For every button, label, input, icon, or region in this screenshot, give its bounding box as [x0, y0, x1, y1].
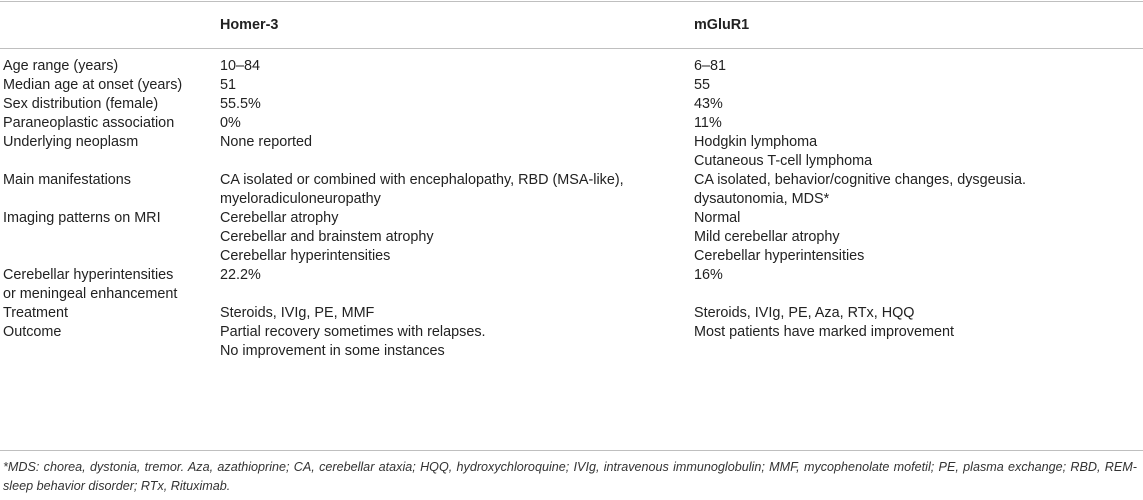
row-label: [0, 171, 220, 209]
cell-line: CA isolated or combined with encephalopathy, RBD (MSA-like),: [220, 172, 624, 188]
table-row: [0, 76, 1143, 95]
mglur1-cell: [694, 209, 1143, 266]
cell-line: Imaging patterns on MRI: [3, 210, 161, 226]
cell-line: 55: [694, 77, 711, 93]
table-row: [0, 323, 1143, 368]
homer3-cell: [220, 323, 694, 368]
cell-line: Cerebellar hyperintensities: [220, 248, 391, 264]
homer3-cell: [220, 76, 694, 95]
cell-line: Main manifestations: [3, 172, 131, 188]
header-feature: [0, 2, 220, 49]
cell-line: dysautonomia, MDS*: [694, 191, 830, 207]
cell-line: Outcome: [3, 324, 62, 340]
cell-line: 10–84: [220, 58, 261, 74]
footnote: *MDS: chorea, dystonia, tremor. Aza, azathioprine; CA, cerebellar ataxia; HQQ, hydroxychloroquine; IVIg, intravenous immunoglobulin; MMF, mycophenolate mofetil; PE, plasma exchange; RBD, REM-sleep behavior disorder; RTx, Rituximab.: [3, 460, 1137, 493]
homer3-cell: [220, 95, 694, 114]
cell-line: or meningeal enhancement: [3, 286, 178, 302]
table-row: [0, 114, 1143, 133]
homer3-cell: [220, 114, 694, 133]
cell-line: Hodgkin lymphoma: [694, 134, 818, 150]
cell-line: No improvement in some instances: [220, 343, 445, 359]
mglur1-cell: [694, 49, 1143, 77]
cell-line: 51: [220, 77, 237, 93]
cell-line: 11%: [694, 115, 722, 131]
mglur1-cell: [694, 133, 1143, 171]
comparison-table: [0, 1, 1143, 368]
cell-line: 22.2%: [220, 267, 261, 283]
mglur1-cell: [694, 171, 1143, 209]
cell-line: Age range (years): [3, 58, 119, 74]
cell-line: 0%: [220, 115, 241, 131]
mglur1-cell: [694, 304, 1143, 323]
table-row: [0, 95, 1143, 114]
mglur1-cell: [694, 114, 1143, 133]
cell-line: Steroids, IVIg, PE, Aza, RTx, HQQ: [694, 305, 915, 321]
row-label: [0, 323, 220, 368]
row-label: [0, 133, 220, 171]
cell-line: Median age at onset (years): [3, 77, 183, 93]
row-label: [0, 266, 220, 304]
homer3-cell: [220, 171, 694, 209]
header-row: [0, 2, 1143, 49]
homer3-cell: [220, 266, 694, 304]
header-mglur1: mGluR1: [694, 2, 1143, 49]
header-homer3: Homer-3: [220, 2, 694, 49]
mglur1-cell: [694, 266, 1143, 304]
cell-line: Normal: [694, 210, 741, 226]
mglur1-cell: [694, 323, 1143, 368]
cell-line: Paraneoplastic association: [3, 115, 175, 131]
table-row: [0, 133, 1143, 171]
cell-line: Cutaneous T-cell lymphoma: [694, 153, 873, 169]
cell-line: Steroids, IVIg, PE, MMF: [220, 305, 375, 321]
cell-line: Underlying neoplasm: [3, 134, 139, 150]
table-row: [0, 304, 1143, 323]
cell-line: Cerebellar and brainstem atrophy: [220, 229, 434, 245]
row-label: [0, 49, 220, 77]
homer3-cell: [220, 209, 694, 266]
table-body: [0, 49, 1143, 369]
cell-line: Mild cerebellar atrophy: [694, 229, 840, 245]
cell-line: myeloradiculoneuropathy: [220, 191, 381, 207]
table-row: [0, 49, 1143, 77]
mglur1-cell: [694, 95, 1143, 114]
cell-line: Partial recovery sometimes with relapses.: [220, 324, 486, 340]
cell-line: 16%: [694, 267, 723, 283]
row-label: [0, 114, 220, 133]
homer3-cell: [220, 304, 694, 323]
cell-line: Cerebellar atrophy: [220, 210, 339, 226]
row-label: [0, 209, 220, 266]
mglur1-cell: [694, 76, 1143, 95]
cell-line: CA isolated, behavior/cognitive changes, dysgeusia.: [694, 172, 1026, 188]
footnote-divider: [0, 450, 1143, 451]
cell-line: Cerebellar hyperintensities: [694, 248, 865, 264]
row-label: [0, 76, 220, 95]
cell-line: None reported: [220, 134, 313, 150]
cell-line: 55.5%: [220, 96, 261, 112]
table-row: [0, 171, 1143, 209]
homer3-cell: [220, 133, 694, 171]
table-row: [0, 266, 1143, 304]
cell-line: Most patients have marked improvement: [694, 324, 954, 340]
row-label: [0, 304, 220, 323]
cell-line: Cerebellar hyperintensities: [3, 267, 174, 283]
cell-line: Treatment: [3, 305, 69, 321]
cell-line: 6–81: [694, 58, 727, 74]
cell-line: Sex distribution (female): [3, 96, 159, 112]
cell-line: 43%: [694, 96, 723, 112]
table-row: [0, 209, 1143, 266]
homer3-cell: [220, 49, 694, 77]
row-label: [0, 95, 220, 114]
